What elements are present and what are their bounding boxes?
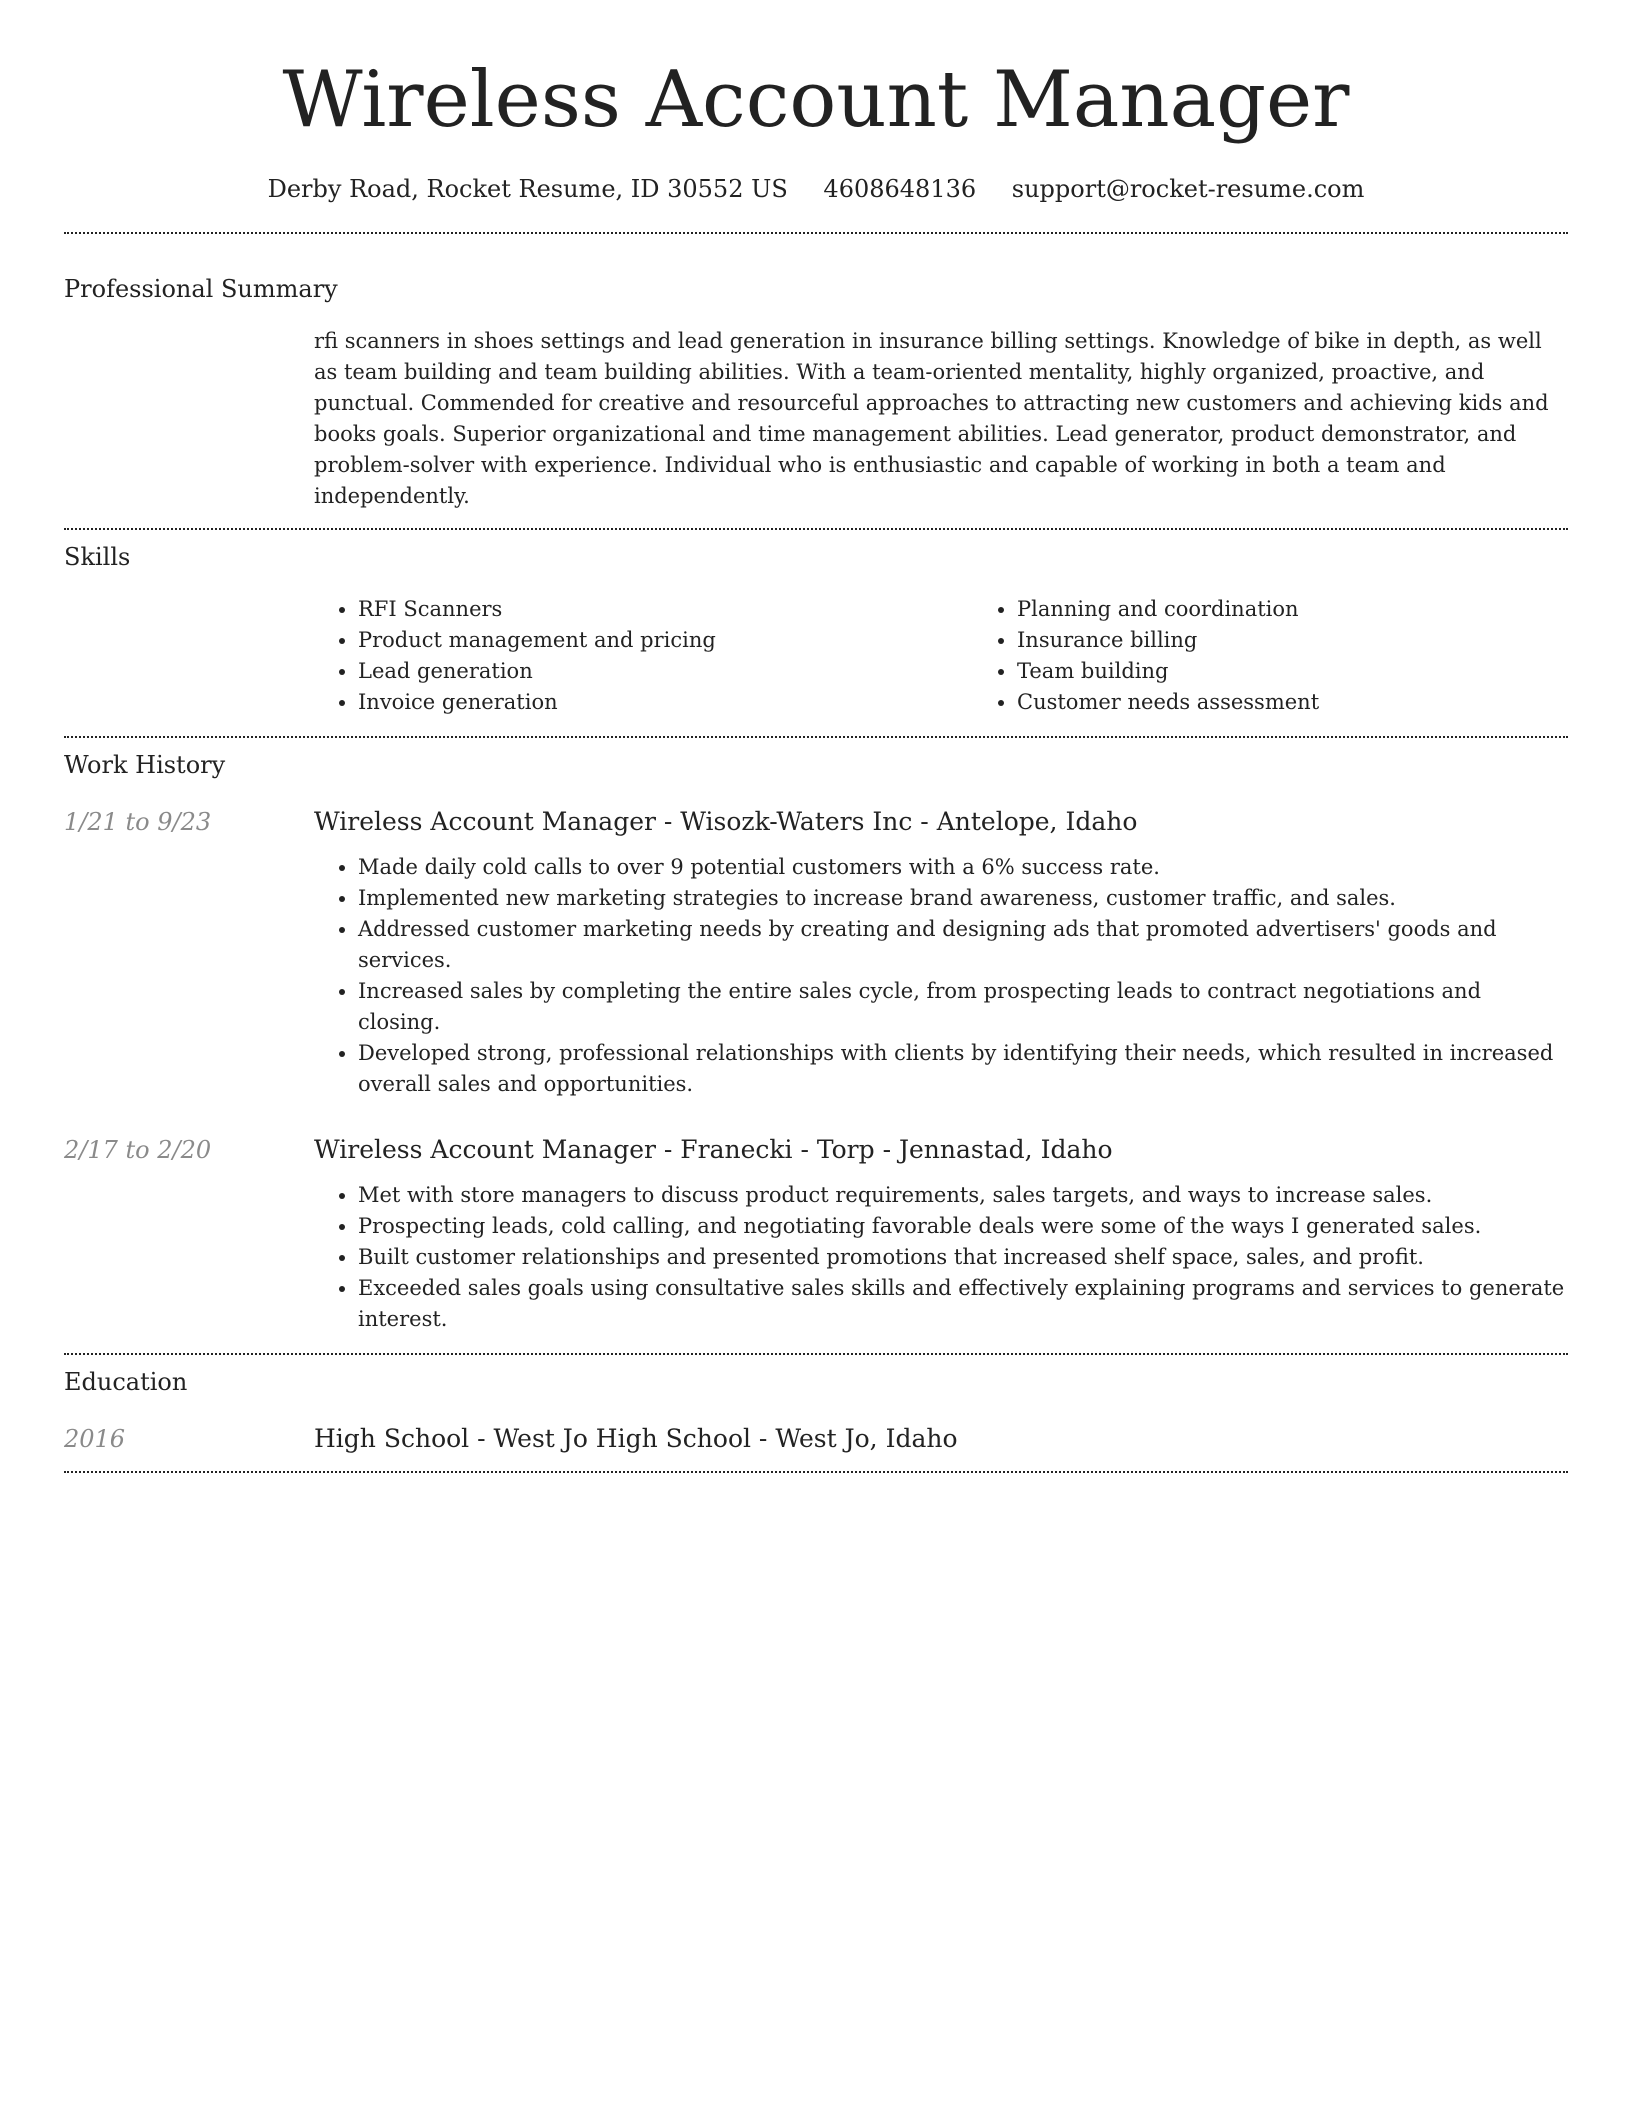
- contact-email: support@rocket-resume.com: [1011, 175, 1365, 203]
- skill-item: • Insurance billing: [1017, 625, 1632, 656]
- skill-item: • Product management and pricing: [358, 625, 973, 656]
- education-divider: [64, 1471, 1568, 1473]
- education-entry: [64, 1423, 1568, 1455]
- resume-header: [64, 0, 1568, 204]
- job-bullet: • Increased sales by completing the entire sales cycle, from prospecting leads to contract negotiations and closing.: [358, 976, 1568, 1038]
- job-bullet: • Exceeded sales goals using consultative sales skills and effectively explaining programs and services to generate interest.: [358, 1273, 1568, 1335]
- summary-text: rfi scanners in shoes settings and lead generation in insurance billing settings. Knowledge of bike in depth, as well as team building and team building abilities. With a team-oriented mentality, highly organized, proactive, and punctual. Commended for creative and resourceful approaches to attracting new customers and achieving kids and books goals. Superior organizational and time management abilities. Lead generator, product demonstrator, and problem-solver with experience. Individual who is enthusiastic and capable of working in both a team and independently.: [314, 329, 1549, 508]
- candidate-name: Wireless Account Manager: [282, 55, 1350, 145]
- job-bullets: [314, 1180, 1568, 1335]
- education-section: [64, 1355, 1568, 1471]
- job-bullet: • Implemented new marketing strategies to increase brand awareness, customer traffic, and sales.: [358, 883, 1568, 914]
- job-entry: [64, 806, 1568, 1100]
- education-degree: High School - West Jo High School - West Jo, Idaho: [314, 1424, 958, 1453]
- job-dates: 2/17 to 2/20: [64, 1136, 212, 1164]
- skills-list-right: [973, 594, 1632, 718]
- job-title: Wireless Account Manager - Wisozk-Waters Inc - Antelope, Idaho: [314, 807, 1138, 836]
- contact-address: Derby Road, Rocket Resume, ID 30552 US: [267, 175, 788, 203]
- job-bullet: • Built customer relationships and presented promotions that increased shelf space, sales, and profit.: [358, 1242, 1568, 1273]
- job-bullet: • Developed strong, professional relationships with clients by identifying their needs, which resulted in increased overall sales and opportunities.: [358, 1038, 1568, 1100]
- work-history-section: [64, 738, 1568, 1353]
- skill-item: • Team building: [1017, 656, 1632, 687]
- resume-page: [64, 0, 1568, 1473]
- job-bullet: • Met with store managers to discuss product requirements, sales targets, and ways to increase sales.: [358, 1180, 1568, 1211]
- job-dates: 1/21 to 9/23: [64, 808, 212, 836]
- job-bullets: [314, 852, 1568, 1100]
- skill-item: • Planning and coordination: [1017, 594, 1632, 625]
- summary-title: Professional Summary: [64, 275, 338, 303]
- job-bullet: • Made daily cold calls to over 9 potential customers with a 6% success rate.: [358, 852, 1568, 883]
- skill-item: • RFI Scanners: [358, 594, 973, 625]
- work-history-title: Work History: [64, 751, 226, 779]
- job-bullet: • Prospecting leads, cold calling, and negotiating favorable deals were some of the ways I generated sales.: [358, 1211, 1568, 1242]
- skills-section: [64, 530, 1568, 736]
- contact-phone: 4608648136: [823, 175, 977, 203]
- education-year: 2016: [64, 1425, 126, 1453]
- skills-list-left: [314, 594, 973, 718]
- job-title: Wireless Account Manager - Franecki - Torp - Jennastad, Idaho: [314, 1135, 1113, 1164]
- skill-item: • Lead generation: [358, 656, 973, 687]
- contact-line: [64, 174, 1568, 204]
- summary-section: [64, 234, 1568, 528]
- education-title: Education: [64, 1368, 188, 1396]
- job-entry: [64, 1134, 1568, 1335]
- job-bullet: • Addressed customer marketing needs by creating and designing ads that promoted advertisers' goods and services.: [358, 914, 1568, 976]
- skill-item: • Invoice generation: [358, 687, 973, 718]
- skill-item: • Customer needs assessment: [1017, 687, 1632, 718]
- skills-title: Skills: [64, 543, 131, 571]
